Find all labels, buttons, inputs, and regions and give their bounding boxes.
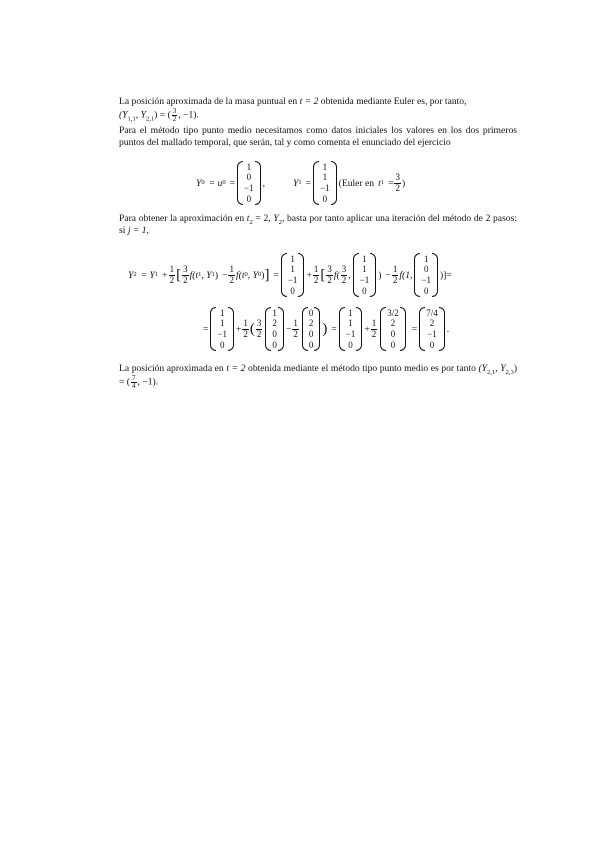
paragraph-euler-result [119, 96, 517, 123]
euler-frac-den: 2 [395, 182, 400, 193]
vector-entry: 1 [348, 318, 353, 329]
vector-entry: 1 [272, 307, 277, 318]
y0-eq-u: = u [208, 177, 223, 189]
right-bracket: ] [264, 266, 270, 283]
frac-num: 1 [243, 318, 248, 328]
y1-eq: = [305, 177, 312, 189]
vector-y1 [210, 307, 234, 351]
frac-den: 2 [327, 274, 332, 285]
eq-y1: = Y [140, 269, 155, 281]
p1-frac-num: 3 [172, 107, 177, 116]
vector-entry: 1 [219, 318, 225, 329]
equation-initial-values: Y 0 = u 0 = 1 0 −1 0 , Y 1 = 1 1 −1 0 (Euler en t 1 = $\frac{3}{2}$ ) [196, 161, 406, 204]
p3-y2: Y [273, 213, 279, 224]
frac-den: 2 [256, 328, 262, 339]
p4-frac-num: 7 [132, 374, 136, 383]
vector-entry: 7/4 [426, 307, 438, 318]
vector-entry: 1 [290, 264, 295, 275]
half-fraction [228, 265, 235, 285]
p3-y2-sub: 2 [278, 218, 282, 226]
paragraph-midpoint-result [119, 363, 517, 390]
vector-entry: −1 [217, 329, 227, 339]
equation-step-line2 [203, 304, 449, 354]
y2-symbol: Y [128, 269, 134, 281]
vector-y1 [313, 161, 337, 205]
p1-t-eq: t = 2 [299, 96, 319, 107]
p1-pair-right: ) = ( [154, 110, 171, 122]
plus: + [306, 269, 312, 281]
vector-entry: 1 [290, 253, 295, 264]
vector-entry: 0 [272, 339, 277, 350]
vector-entry: −1 [320, 183, 330, 193]
vector-entry: 0 [348, 339, 353, 350]
vector-entry: 0 [219, 339, 225, 350]
vector-y1 [281, 253, 305, 297]
y1-symbol: Y [293, 177, 299, 189]
frac-num: 1 [313, 264, 319, 274]
equation-step-line1: Y 2 = Y 1 + $\frac{1}{2}$ [ $\frac{3}{2}$ f(t 1 , Y 1 ) − $\frac{1}{2}$ f(t 0 , Y 0 ) ] = 1 1 −1 0 + $\frac{1}{2}$ [ $\frac{3}{2}$ f( $\frac{3}{2}$ , 1 1 −1 0 ) − $\frac{1}{2}$ f(1, 1 0 −1 0 )] = [128, 253, 452, 296]
p4-fraction [131, 375, 137, 390]
frac-den: 2 [293, 328, 298, 339]
equals: = [203, 323, 209, 335]
p3-text-a: Para obtener la aproximación en [119, 213, 245, 224]
plus: + [162, 269, 168, 281]
p3-t2-sub: 2 [249, 218, 253, 226]
vector-entry: 0 [308, 307, 314, 318]
vector-entry: 0 [390, 339, 396, 350]
three-half-fraction [256, 319, 263, 339]
paragraph-iteration [119, 213, 517, 238]
p3-text-b: = 2, [255, 213, 271, 224]
half-fraction [292, 319, 299, 339]
p4-pair-sub2: 2,3 [505, 368, 514, 376]
vector-entry: −1 [359, 275, 370, 285]
f-one-open: f(1, [399, 269, 413, 281]
frac-den: 2 [183, 274, 188, 285]
euler-eq: = [388, 177, 394, 189]
euler-open: (Euler en [338, 177, 375, 189]
frac-num: 3 [256, 318, 262, 328]
frac-num: 1 [229, 264, 234, 274]
vector-y0-arg [414, 253, 438, 297]
p1-pair-end: , −1). [178, 110, 199, 122]
vector-entry: 0 [246, 172, 252, 183]
euler-frac-num: 3 [395, 172, 400, 182]
vector-entry: 0 [390, 329, 396, 339]
vector-entry: 0 [429, 339, 435, 350]
frac-den: 2 [371, 328, 377, 339]
comma: , [262, 177, 266, 189]
frac-den: 2 [341, 274, 347, 285]
vector-entry: 0 [290, 285, 295, 296]
left-bracket: [ [320, 266, 326, 283]
close-paren: ) [214, 269, 219, 281]
euler-t: t [378, 177, 381, 189]
y0-symbol: Y [196, 177, 202, 189]
three-half-fraction [182, 265, 189, 285]
vector-entry: −1 [427, 329, 437, 339]
euler-close: ) [401, 177, 406, 189]
p4-text-a: La posición aproximada en [119, 363, 224, 374]
frac-den: 2 [169, 274, 175, 285]
vector-entry: 1 [322, 172, 328, 183]
vector-entry: 0 [423, 285, 429, 296]
close-bracket: )] [439, 269, 447, 281]
vector-result [419, 307, 445, 351]
vector-entry: 0 [308, 339, 314, 350]
vector-entry: 2 [272, 318, 277, 329]
p1-text: La posición aproximada de la masa puntual en [119, 96, 298, 107]
vector-b [265, 307, 284, 351]
vector-entry: 0 [272, 329, 277, 339]
p4-pair-end: , −1). [137, 377, 159, 389]
three-half-fraction [326, 265, 333, 285]
vector-entry: 1 [362, 253, 367, 264]
f-t0: f(t [235, 269, 245, 281]
p1-pair-mid: , Y [135, 110, 146, 122]
vector-entry: −1 [421, 275, 431, 285]
frac-num: 3 [183, 264, 188, 274]
frac-den: 2 [243, 328, 248, 339]
euler-fraction [394, 173, 401, 193]
p2-text: Para el método tipo punto medio necesitamos como datos iniciales los valores en los dos primeros puntos del mallado temporal, que serán, tal y como comenta el enunciado del ejercicio [119, 125, 517, 149]
p1-pair-left: (Y [119, 110, 128, 122]
vector-y1-arg [353, 253, 377, 297]
p4-pair-sub1: 2,1 [487, 368, 496, 376]
paragraph-midpoint-intro [119, 125, 517, 150]
equals: = [411, 323, 418, 335]
vector-entry: 1 [246, 161, 252, 172]
equals: = [331, 323, 337, 335]
frac-den: 2 [392, 274, 398, 285]
open-paren: ( [249, 320, 255, 337]
p4-text-b: obtenida mediante el método tipo punto medio es por tanto [248, 363, 476, 374]
minus: − [385, 269, 391, 281]
p1-pair-sub2: 2,1 [145, 116, 155, 124]
comma: , [348, 269, 351, 281]
vector-entry: 3/2 [387, 307, 399, 318]
period: . [446, 323, 450, 335]
vector-entry: 2 [390, 318, 396, 329]
equals: = [273, 269, 279, 281]
minus: − [222, 269, 228, 281]
plus: + [236, 323, 242, 335]
frac-num: 1 [371, 318, 377, 328]
frac-num: 3 [327, 264, 332, 274]
half-fraction [371, 319, 378, 339]
plus: + [364, 323, 370, 335]
vector-entry: −1 [244, 183, 254, 193]
f-t1: f(t [189, 269, 199, 281]
half-fraction [169, 265, 176, 285]
p3-j: j = 1, [127, 225, 149, 237]
half-fraction [392, 265, 399, 285]
vector-entry: 2 [308, 318, 314, 329]
frac-num: 1 [392, 264, 398, 274]
p3-text-c: , basta por tanto aplicar una iteración del método de 2 pasos: si [119, 213, 517, 237]
p4-frac-den: 4 [132, 382, 136, 391]
p1-text-tail: obtenida mediante Euler es, por tanto, [320, 96, 467, 107]
vector-entry: −1 [287, 275, 298, 285]
vector-y0 [237, 161, 261, 205]
vector-entry: 0 [423, 264, 429, 275]
p4-pair-mid: , Y [495, 363, 506, 374]
frac-den: 2 [313, 274, 319, 285]
f-open: f( [333, 269, 340, 281]
vector-entry: 0 [362, 285, 367, 296]
vector-entry: −1 [345, 329, 356, 339]
half-fraction [313, 265, 320, 285]
frac-den: 2 [229, 274, 234, 285]
vector-entry: 1 [362, 264, 367, 275]
close-paren: ) [261, 269, 265, 281]
vector-entry: 0 [246, 193, 252, 204]
p4-pair-right: ) = ( [119, 363, 518, 389]
three-half-fraction [341, 264, 351, 285]
vector-d [339, 307, 363, 351]
vector-entry: 2 [429, 318, 435, 329]
vector-entry: 1 [348, 307, 353, 318]
p1-fraction [172, 108, 178, 123]
frac-num: 1 [293, 318, 298, 328]
f-mid: , Y [247, 269, 258, 281]
f-mid: , Y [201, 269, 212, 281]
vector-entry: 1 [219, 307, 225, 318]
vector-entry: 0 [322, 193, 328, 204]
p4-pair-left: (Y [478, 363, 487, 374]
minus: − [285, 323, 292, 335]
vector-c [302, 307, 321, 351]
p1-pair-sub1: 1,1 [127, 116, 136, 124]
p4-t: t = 2 [226, 363, 246, 374]
left-bracket: [ [176, 266, 182, 283]
vector-entry: 1 [423, 253, 429, 264]
vector-entry: 1 [322, 161, 328, 172]
frac-num: 3 [341, 264, 347, 274]
close-paren: ) [378, 269, 382, 281]
p3-t2: t [246, 213, 250, 224]
half-fraction [242, 319, 249, 339]
close-paren: ) [322, 320, 328, 337]
u0-eq: = [229, 177, 236, 189]
vector-entry: 0 [308, 329, 314, 339]
p1-frac-den: 2 [172, 115, 177, 124]
equals: = [446, 269, 452, 281]
frac-num: 1 [169, 264, 175, 274]
vector-e [380, 307, 406, 351]
